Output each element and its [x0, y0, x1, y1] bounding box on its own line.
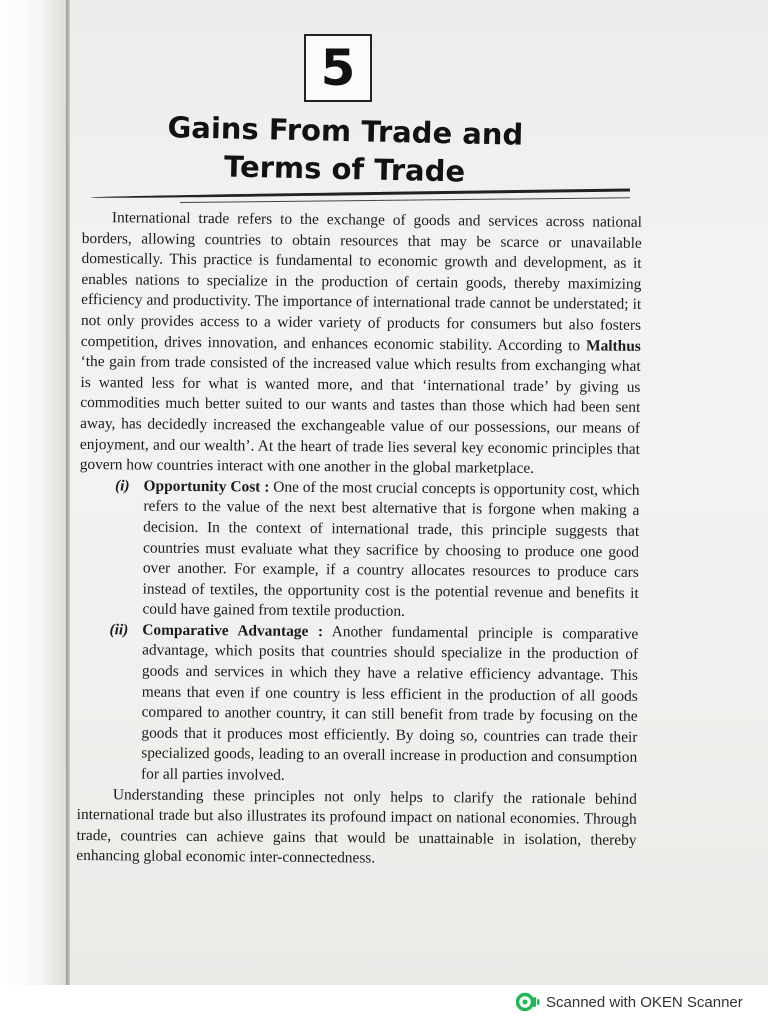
list-item-text [142, 476, 639, 624]
chapter-number-box [304, 34, 372, 102]
list-item-number: (i) [114, 477, 130, 495]
title-underline-thin [180, 197, 630, 203]
list-item-body: Another fundamental principle is comparative advantage, which posits that countries should specialize in the production of goods and services in which they have a relative efficiency advantage. This means that even if one country is less efficient in the production of all goods compared to another country, it can still benefit from trade by focusing on the goods that it produces most efficiently. By doing so, countries can trade their specialized goods, leading to an overall increase in production and consumption for all parties involved. [140, 622, 639, 784]
list-item-term: Comparative Advantage : [142, 621, 324, 640]
chapter-title-line-2: Terms of Trade [223, 149, 466, 189]
scanner-watermark-label: Scanned with OKEN Scanner [546, 993, 743, 1011]
book-fold-shadow [66, 0, 70, 985]
chapter-title-line-1: Gains From Trade and [167, 110, 524, 152]
scanner-watermark [516, 990, 743, 1014]
list-item-comparative-advantage [77, 620, 638, 790]
intro-text-before: International trade refers to the exchange of goods and services across national borders, allowing countries to obtain resources that may be scarce or unavailable domestically. This practice is fundamental to economic growth and development, as it enables nations to specialize in the production of certain goods, thereby maximizing efficiency and productivity. The importance of international trade cannot be understated; it not only provides access to a wider variety of products for consumers but also fosters competition, drives innovation, and enhances economic stability. According to [80, 209, 642, 354]
page-left-margin [0, 0, 68, 985]
conclusion-paragraph: Understanding these principles not only helps to clarify the rationale behind international trade but also illustrates its profound impact on national economies. Through trade, countries can achieve gains that would be unattainable in isolation, thereby enhancing global economic inter-connectedness. [76, 785, 637, 867]
list-item-text [141, 620, 638, 789]
list-item-opportunity-cost [78, 476, 639, 625]
list-item-body: One of the most crucial concepts is opportunity cost, which refers to the value of the next best alternative that is forgone when making a decision. In the context of international trade, this principle suggests that countries must evaluate what they sacrifice by choosing to produce one good over another. For example, if a country allocates resources to produce cars instead of textiles, the opportunity cost is the potential revenue and benefits it could have gained from textile production. [142, 478, 640, 621]
intro-text-after: ‘the gain from trade consisted of the increased value which results from exchanging what is wanted less for what is wanted more, and that ‘international trade’ by giving us commodities much better suited to our wants and tastes than those which had been sent away, has decidedly increased the exchangeable value of our possessions, our means of enjoyment, and our wealth’. At the heart of trade lies several key economic principles that govern how countries interact with one another in the global marketplace. [79, 353, 641, 478]
oken-scanner-logo-icon [516, 991, 540, 1013]
intro-highlight-malthus: Malthus [586, 336, 641, 355]
chapter-title [129, 108, 560, 193]
chapter-number: 5 [320, 39, 356, 97]
intro-paragraph [80, 208, 642, 481]
chapter-body [76, 208, 642, 872]
list-item-number: (ii) [109, 621, 129, 639]
list-item-term: Opportunity Cost : [143, 477, 270, 496]
